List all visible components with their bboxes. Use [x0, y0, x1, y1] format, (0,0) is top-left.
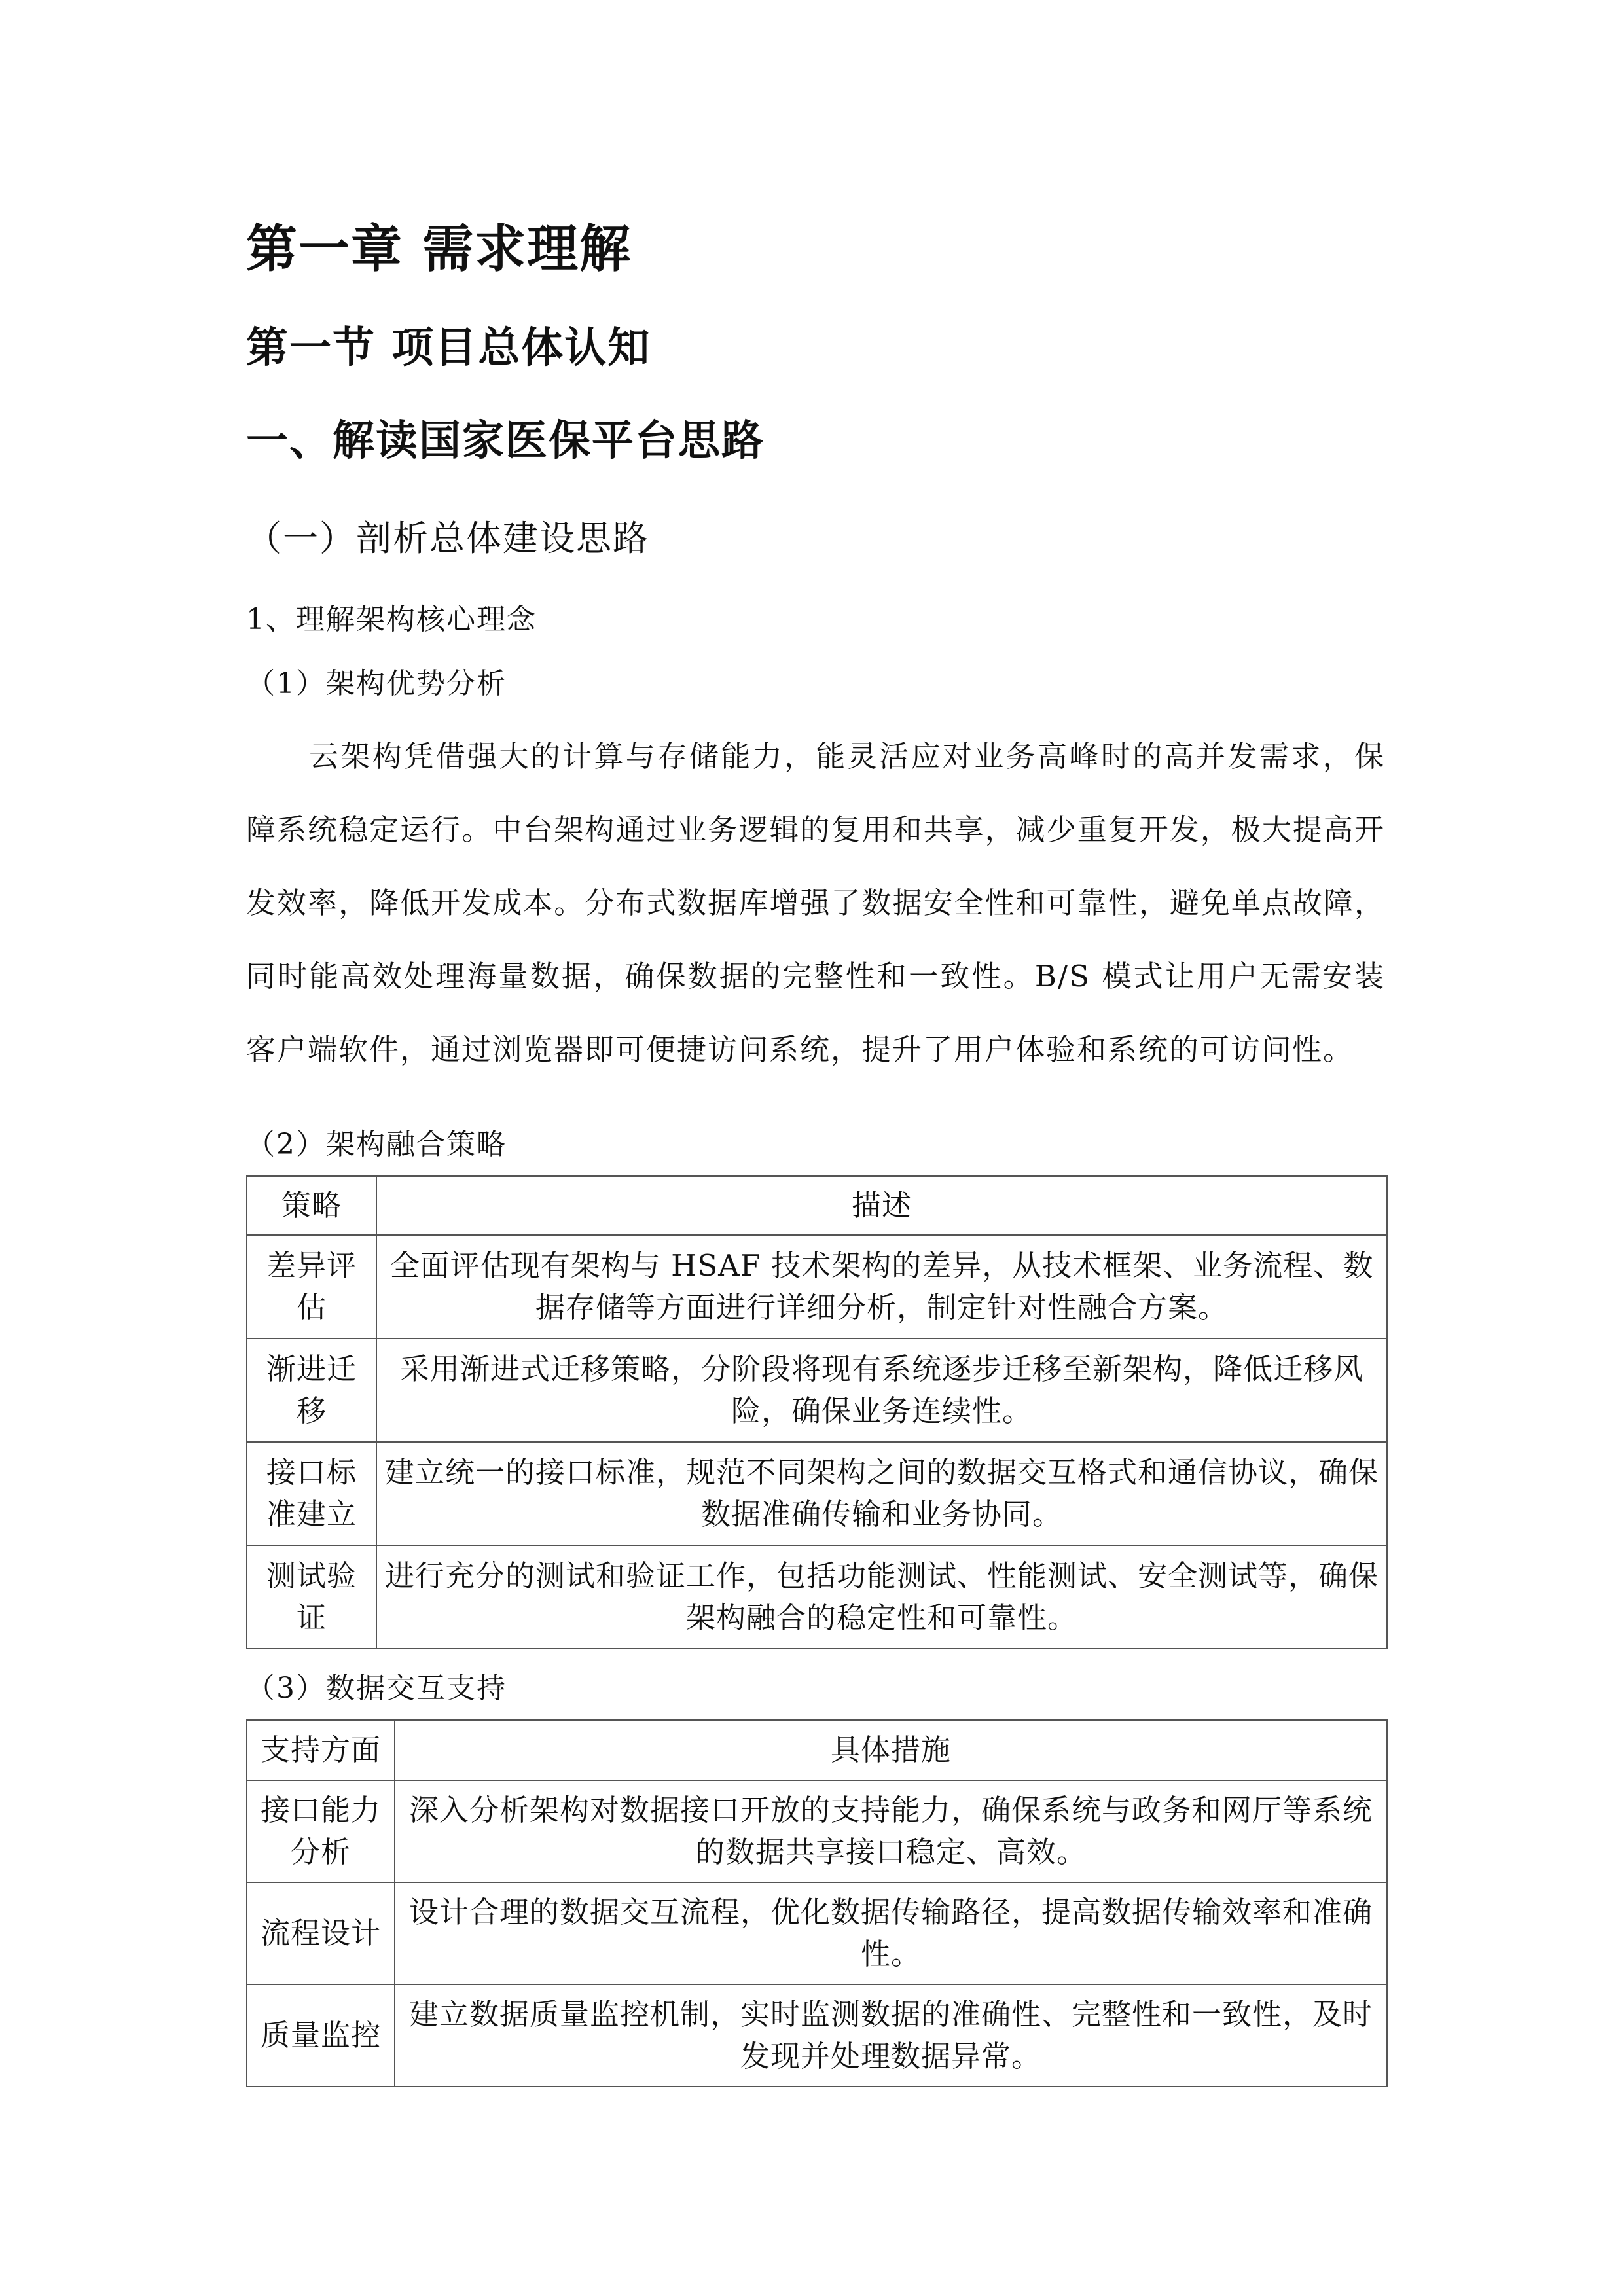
table-cell-key: 测试验证	[247, 1545, 376, 1649]
table-cell-value: 全面评估现有架构与 HSAF 技术架构的差异，从技术框架、业务流程、数据存储等方面进行详细分析，制定针对性融合方案。	[376, 1235, 1387, 1338]
chapter-title: 第一章 需求理解	[246, 220, 632, 279]
section-title: 第一节 项目总体认知	[246, 324, 651, 372]
table-cell-key: 质量监控	[247, 1984, 395, 2087]
caption-fusion-strategy: （2）架构融合策略	[246, 1128, 507, 1161]
table-cell-key: 接口标准建立	[247, 1442, 376, 1545]
table-cell-value: 采用渐进式迁移策略，分阶段将现有系统逐步迁移至新架构，降低迁移风险，确保业务连续性。	[376, 1338, 1387, 1442]
table-cell-value: 建立统一的接口标准，规范不同架构之间的数据交互格式和通信协议，确保数据准确传输和业务协同。	[376, 1442, 1387, 1545]
body-paragraph: 云架构凭借强大的计算与存储能力，能灵活应对业务高峰时的高并发需求，保障系统稳定运行。中台架构通过业务逻辑的复用和共享，减少重复开发，极大提高开发效率，降低开发成本。分布式数据库增强了数据安全性和可靠性，避免单点故障，同时能高效处理海量数据，确保数据的完整性和一致性。B/S 模式让用户无需安装客户端软件，通过浏览器即可便捷访问系统，提升了用户体验和系统的可访问性。	[246, 739, 1385, 1067]
table-cell-key: 流程设计	[247, 1882, 395, 1984]
data-interaction-table	[246, 1719, 1388, 2087]
table-header-cell: 策略	[247, 1176, 376, 1235]
table-header-cell: 具体措施	[395, 1720, 1387, 1780]
table-row	[247, 1882, 1387, 1984]
table-row	[247, 1780, 1387, 1882]
table-cell-key: 差异评估	[247, 1235, 376, 1338]
table-header-row	[247, 1176, 1387, 1235]
fusion-strategy-table	[246, 1175, 1388, 1649]
table-row	[247, 1545, 1387, 1649]
table-cell-value: 深入分析架构对数据接口开放的支持能力，确保系统与政务和网厅等系统的数据共享接口稳定、高效。	[395, 1780, 1387, 1882]
table-row	[247, 1235, 1387, 1338]
caption-architecture-advantage: （1）架构优势分析	[246, 667, 507, 700]
table-row	[247, 1338, 1387, 1442]
subsection-title: 一、解读国家医保平台思路	[246, 417, 765, 465]
table-header-row	[247, 1720, 1387, 1780]
table-cell-value: 建立数据质量监控机制，实时监测数据的准确性、完整性和一致性，及时发现并处理数据异常。	[395, 1984, 1387, 2087]
table-row	[247, 1442, 1387, 1545]
table-header-cell: 描述	[376, 1176, 1387, 1235]
table-cell-key: 接口能力分析	[247, 1780, 395, 1882]
table-header-cell: 支持方面	[247, 1720, 395, 1780]
table-cell-value: 进行充分的测试和验证工作，包括功能测试、性能测试、安全测试等，确保架构融合的稳定性和可靠性。	[376, 1545, 1387, 1649]
caption-data-interaction: （3）数据交互支持	[246, 1672, 507, 1705]
table-cell-value: 设计合理的数据交互流程，优化数据传输路径，提高数据传输效率和准确性。	[395, 1882, 1387, 1984]
subsubsection-title: （一）剖析总体建设思路	[246, 518, 649, 559]
table-cell-key: 渐进迁移	[247, 1338, 376, 1442]
item-heading: 1、理解架构核心理念	[246, 603, 537, 636]
table-row	[247, 1984, 1387, 2087]
